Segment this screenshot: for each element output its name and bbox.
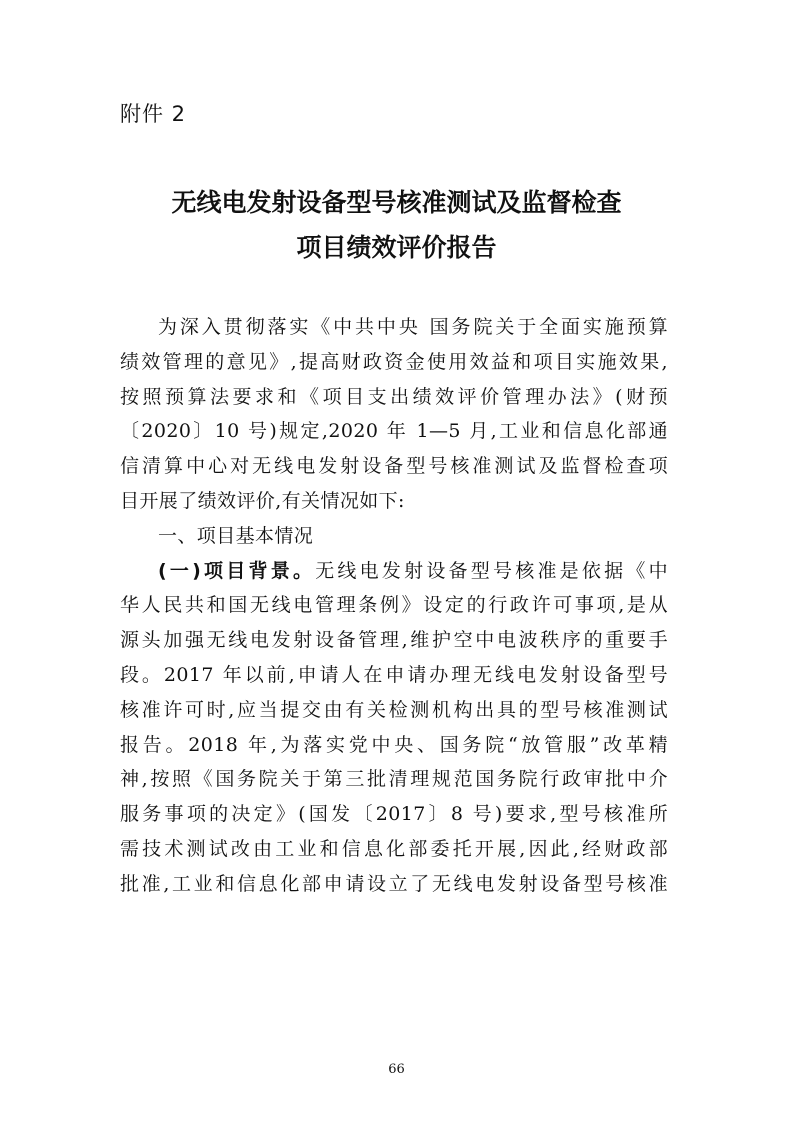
body-line: 信清算中心对无线电发射设备型号核准测试及监督检查项 [120,455,668,478]
body-line: 按照预算法要求和《项目支出绩效评价管理办法》(财预 [120,385,668,408]
body-line: 核准许可时,应当提交由有关检测机构出具的型号核准测试 [120,698,668,721]
body-line: 服务事项的决定》(国发〔2017〕8 号)要求,型号核准所 [120,803,668,826]
body-line: 华人民共和国无线电管理条例》设定的行政许可事项,是从 [120,594,668,617]
background-first-line-text: 无线电发射设备型号核准是依据《中 [315,559,668,582]
background-lead: (一)项目背景。 [158,559,316,582]
body-line: 源头加强无线电发射设备管理,维护空中电波秩序的重要手 [120,629,668,652]
body-line: 段。2017 年以前,申请人在申请办理无线电发射设备型号 [120,663,668,686]
report-body [120,310,668,902]
body-line: 神,按照《国务院关于第三批清理规范国务院行政审批中介 [120,768,668,791]
body-line: 批准,工业和信息化部申请设立了无线电发射设备型号核准 [120,872,668,895]
body-line: 需技术测试改由工业和信息化部委托开展,因此,经财政部 [120,837,668,860]
section-heading: 一、项目基本情况 [158,524,314,547]
report-title-line-1: 无线电发射设备型号核准测试及监督检查 [171,188,622,217]
background-paragraph-first-line [120,554,668,589]
attachment-label: 附件 2 [120,102,187,126]
report-title-line-2: 项目绩效评价报告 [296,233,497,262]
body-line: 为深入贯彻落实《中共中央 国务院关于全面实施预算 [158,316,668,338]
body-line: 〔2020〕10 号)规定,2020 年 1—5 月,工业和信息化部通 [120,420,668,443]
body-line: 绩效管理的意见》,提高财政资金使用效益和项目实施效果, [120,350,668,373]
page-number: 66 [388,1062,405,1077]
body-line: 报告。2018 年,为落实党中央、国务院“放管服”改革精 [120,733,668,756]
body-line: 目开展了绩效评价,有关情况如下: [120,489,405,512]
